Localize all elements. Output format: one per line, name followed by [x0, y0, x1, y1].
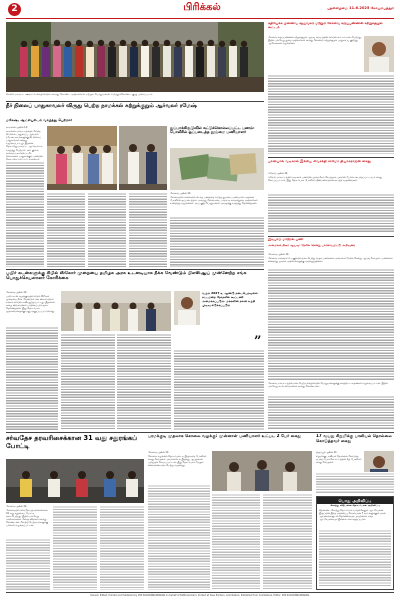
footer-imprint: Owned, Edited, Printed and Published by M.B.SIVASUBRAMANIAN on behalf of Pattimandram, Printed at Sree Printers, Coimbatore. Published from Coimbatore. Editor: M.B.SIVASUBRAMANIAN. [90, 594, 310, 597]
award-headline: நீர் நிலைப் பாதுகாவலர் விருது பெற்ற நாமக்கல் கற்றுக்குறும் ஆர்வலர் ரமேஷ் [6, 103, 197, 109]
quote-text-columns [174, 349, 264, 430]
wildlife-dateline: கோவை, ஜூன் 11: [170, 192, 192, 195]
teen-body: சிறுமிக்கு பாலியல் தொல்லை கொடுத்த நபரை போக்சோ சட்டத்தின் கீழ் போலீசார் கைது செய்தனர். [316, 455, 362, 465]
award-dateline: நாமக்கல், ஜூன் 11: [6, 126, 29, 129]
top-right-text-columns [268, 74, 394, 154]
notice-heading: பொது அறிவிப்பு [317, 497, 393, 504]
wildlife-text-columns [170, 216, 264, 267]
award-subhead: மகேஷ், ஆட்சியரிடம் வாழ்த்து பெற்றார் [6, 118, 73, 122]
award-body: நாமக்கல் மாவட்டத்தைச் சேர்ந்த நீர் நிலை பாதுகாப்பு ஆர்வலர் ரமேஷ் அவர்களுக்கு நீர் நிலைப் பாதுகாவலர் விருது வழங்கப்பட்டது. இதனை தொடர்ந்து மாவட்ட ஆட்சியரிடம் வாழ்த்து பெற்றார். ஏரி, குளம், கால்வாய் உள்ளிட்ட நீர் நிலைகளை பாதுகாக்கும் பணியில் தொடர்ந்து ஈடுபட்டு வருகிறார். [6, 130, 43, 160]
footer-rule [6, 592, 394, 593]
chess-text-col3 [100, 505, 144, 590]
teen-headline: 17 வயது சிறுமிக்கு பாலியல் தொல்லை கொடுத்தவர் கைது [316, 434, 392, 443]
bottom-mid-photo [212, 451, 312, 491]
wildlife-body: கோவையில் சாலையில் கிடந்த பணத்தை எடுத்த தூய்மை பணியாளர் அதனை போலீசில் ஒப்படைத்தார். அவரது நேர்மையை பாராட்டி காவல்துறை அதிகாரிகள் சான்றிதழ் வழங்கினர். அப்பகுதி பொதுமக்கள் அவருக்கு வாழ்த்து தெரிவித்தனர். [170, 196, 258, 206]
chess-photo [6, 459, 144, 503]
award-photo-image [47, 126, 117, 190]
wildlife-photo-image [170, 148, 264, 190]
teen-text-columns [316, 472, 394, 494]
chess-headline: சர்வதேச தரவரிசைக்கான 31 வது சதுரங்கப் போட்டி [6, 434, 138, 450]
masthead-rule [6, 18, 394, 19]
public-notice [316, 496, 394, 590]
mid-text-col1 [6, 326, 58, 430]
bottom-mid-text-col3 [263, 493, 312, 590]
award-text-col3 [88, 192, 126, 267]
mid-dateline: கோவை, ஜூன் 11: [6, 291, 28, 294]
award-photo [47, 126, 117, 190]
group-photo [6, 22, 264, 92]
quote-text: வரும் 2027 உ ஆண்டு நடைபெறவுள்ள சட்டமன்ற தேர்தலில் கூட்டணி அமைக்கப்படும். மக்களின் நலன் கருதி முடிவு எடுக்கப்படும் [202, 291, 258, 307]
divider [6, 432, 394, 433]
quote-portrait [174, 291, 200, 325]
divider [268, 236, 394, 237]
mid-photo [61, 291, 171, 331]
award-text-col4 [129, 192, 167, 267]
drive-text-columns [268, 268, 394, 380]
bottom-mid-dateline: கோவை, ஜூன் 11: [148, 451, 170, 454]
chess-text-col1 [6, 538, 50, 590]
drive-body: கோவை மாநகராட்சி பகுதியில் நடைபெற்று வரும் பணிகளை அமைச்சர் நேரில் சென்று ஆய்வு செய்தார். பணிகளை விரைந்து முடிக்க அதிகாரிகளுக்கு அறிவுறுத்தினார். [268, 257, 393, 264]
wildlife-headline: துப்பாக்கிசூடுவில் சுட்டுக்கொல்லப்பட்ட பணம்: போலீசில் ஒப்படைத்த தூய்மை பணியாளர் [170, 126, 255, 135]
water-dateline: ஈரோடு, ஜூன் 11: [268, 172, 289, 175]
divider [6, 101, 264, 102]
bottom-mid-text-col1 [148, 484, 210, 590]
notice-text-lines [319, 529, 391, 587]
water-body: ஈரோடு மாவட்டத்தில் வடிகால் பணியில் முறைகேடு செய்ததாக புகாரின் பேரில் சம்பந்தப்பட்ட நபர் கைது செய்யப்பட்டார். இது தொடர்பாக போலீசார் தீவிர விசாரணை நடத்தி வருகின்றனர். [268, 176, 382, 183]
top-right-story [268, 22, 394, 155]
newspaper-name: பிரிக்கல் [183, 2, 221, 13]
drive-subhead: அமைச்சர் திடீர் ஆய்வு: நேரில் சென்று பார்வையிட்டு அறிவுரை [268, 244, 356, 247]
group-photo-caption: நீலகிரி மாவட்ட ஊராட்சி நிகழ்ச்சியில் கலந்து கொண்ட அதிகாரிகள் மற்றும் பொதுமக்கள் எடுத்துக்கொண்ட குழு புகைப்படம். [6, 93, 153, 96]
mid-headline: பயிர் கடன்களுக்கு சிபில் ஸ்கோர் முறையை தமிழக அரசு உடனடியாக நீக்க வேண்டும் பிஎஸ்ஆய் முன்னேற்ற சங்க பொதுச்செயலாளர் கோரிக்கை [6, 271, 247, 282]
water-text-columns [268, 193, 394, 233]
chess-photo-image [6, 459, 144, 503]
notice-body: கீழ்க்கண்ட சொத்து தொடர்பாக யாருக்கேனும் ஆட்சேபனை இருப்பின் இந்த அறிவிப்பு வெளியான 7 நாட்களுக்குள் அசல் ஆவணங்களுடன் தெரிவிக்கவும். தவறினால் எந்த ஆட்சேபனையும் இல்லை என கருதப்படும். [319, 509, 386, 522]
page-number-badge: 2 [8, 3, 21, 16]
bottom-mid-body: கொலை வழக்கில் தொடர்புடைய இருவரை போலீசார் கைது செய்தனர். அவர்களிடம் இருந்து ஆயுதங்கள் பறிமுதல் செய்யப்பட்டன. இது தொடர்பாக மேலும் விசாரணை நடைபெற்று வருகிறது. [148, 455, 207, 468]
chess-dateline: கோவை, ஜூன் 11: [6, 505, 28, 508]
drive-headline: இடிபாடு மாற்றல் பணி [268, 238, 304, 241]
award-text-col2 [47, 192, 85, 267]
divider [6, 269, 264, 270]
chess-text-col2 [53, 505, 97, 590]
mid-body: பயிர் கடன் வழங்குவதில் சிபில் ஸ்கோர் முறையை நீக்க வேண்டும் என விவசாயிகள் சங்கம் சார்பில் வலியுறுத்தப்பட்டது. இதனால் ஏழை விவசாயிகள் பாதிக்கப்படுவதாக தெரிவித்தனர். இது தொடர்பாக முதலமைச்சருக்கு மனு அனுப்பப்பட்டுள்ளது. [6, 295, 55, 314]
quote-mark-icon: ” [254, 334, 262, 349]
group-photo-image [6, 22, 264, 92]
notice-subheading: சொத்து விற்பனை தொடர்பான அறிவிப்பு [330, 504, 380, 507]
wildlife-photo [170, 148, 264, 190]
right-mid-body: கோவை மாவட்டத்தில் நடைபெற்ற நிகழ்ச்சியில் பொதுமக்களுக்கு நலத்திட்ட உதவிகள் வழங்கப்பட்டன. இதில் பல்வேறு கட்சி நிர்வாகிகள் கலந்து கொண்டனர். [268, 382, 388, 389]
divider [268, 157, 394, 158]
teen-dateline: திருப்பூர், ஜூன் 11: [316, 451, 338, 454]
top-right-headline: கதிரியக்க பிணைவு ஆய்வகம் மற்றும் கோவை கருப்பண்ணன் சுற்றுச்சூழல் கூட்டம் [268, 22, 383, 29]
right-mid-text-columns [268, 395, 394, 430]
award-photo-2-image [119, 126, 167, 190]
quote-portrait-image [174, 291, 200, 325]
date-line: புதன்கிழமை 11.6.2025 கோயம்புத்தூர் [327, 6, 394, 10]
bottom-mid-headline: பரமக்குடி முதலாக கொலை வழக்கு: முன்னாள் பணியாளர் உட்பட 2 பேர் கைது [148, 434, 302, 438]
mid-text-col3 [117, 333, 171, 430]
award-text-col1 [6, 161, 44, 267]
bottom-mid-text-col2 [212, 493, 260, 590]
top-right-body: கோவை கருப்பண்ணன் சுற்றுச்சூழல் ஆய்வு மையத்தின் சார்பில் கூட்டம் நடைபெற்றது. இதில் பல்வேறு துறை அதிகாரிகள் கலந்து கொண்டு சுற்றுச்சூழல் பாதுகாப்பு குறித்து ஆலோசனை வழங்கினர். [268, 36, 362, 46]
mid-photo-image [61, 291, 171, 331]
bottom-mid-photo-image [212, 451, 312, 491]
chess-body: கோவையில் சர்வதேச தரவரிசைக்கான 31 வது சதுரங்கப் போட்டி நடைபெற்றது. இதில் பல்வேறு மாநிலங்களை சேர்ந்த வீரர்கள் கலந்து கொண்டனர். வெற்றி பெற்றவர்களுக்கு பரிசுகள் வழங்கப்பட்டன. [6, 509, 48, 528]
award-photo-2 [119, 126, 167, 190]
drive-dateline: கோவை, ஜூன் 11: [268, 253, 290, 256]
top-right-portrait [364, 36, 394, 72]
mid-text-col2 [61, 333, 115, 430]
water-headline: பாவிபால் வடிகால் இக்கிய சிவசக்தி சாரிமா தியாகராஜன் கைது [268, 159, 371, 163]
